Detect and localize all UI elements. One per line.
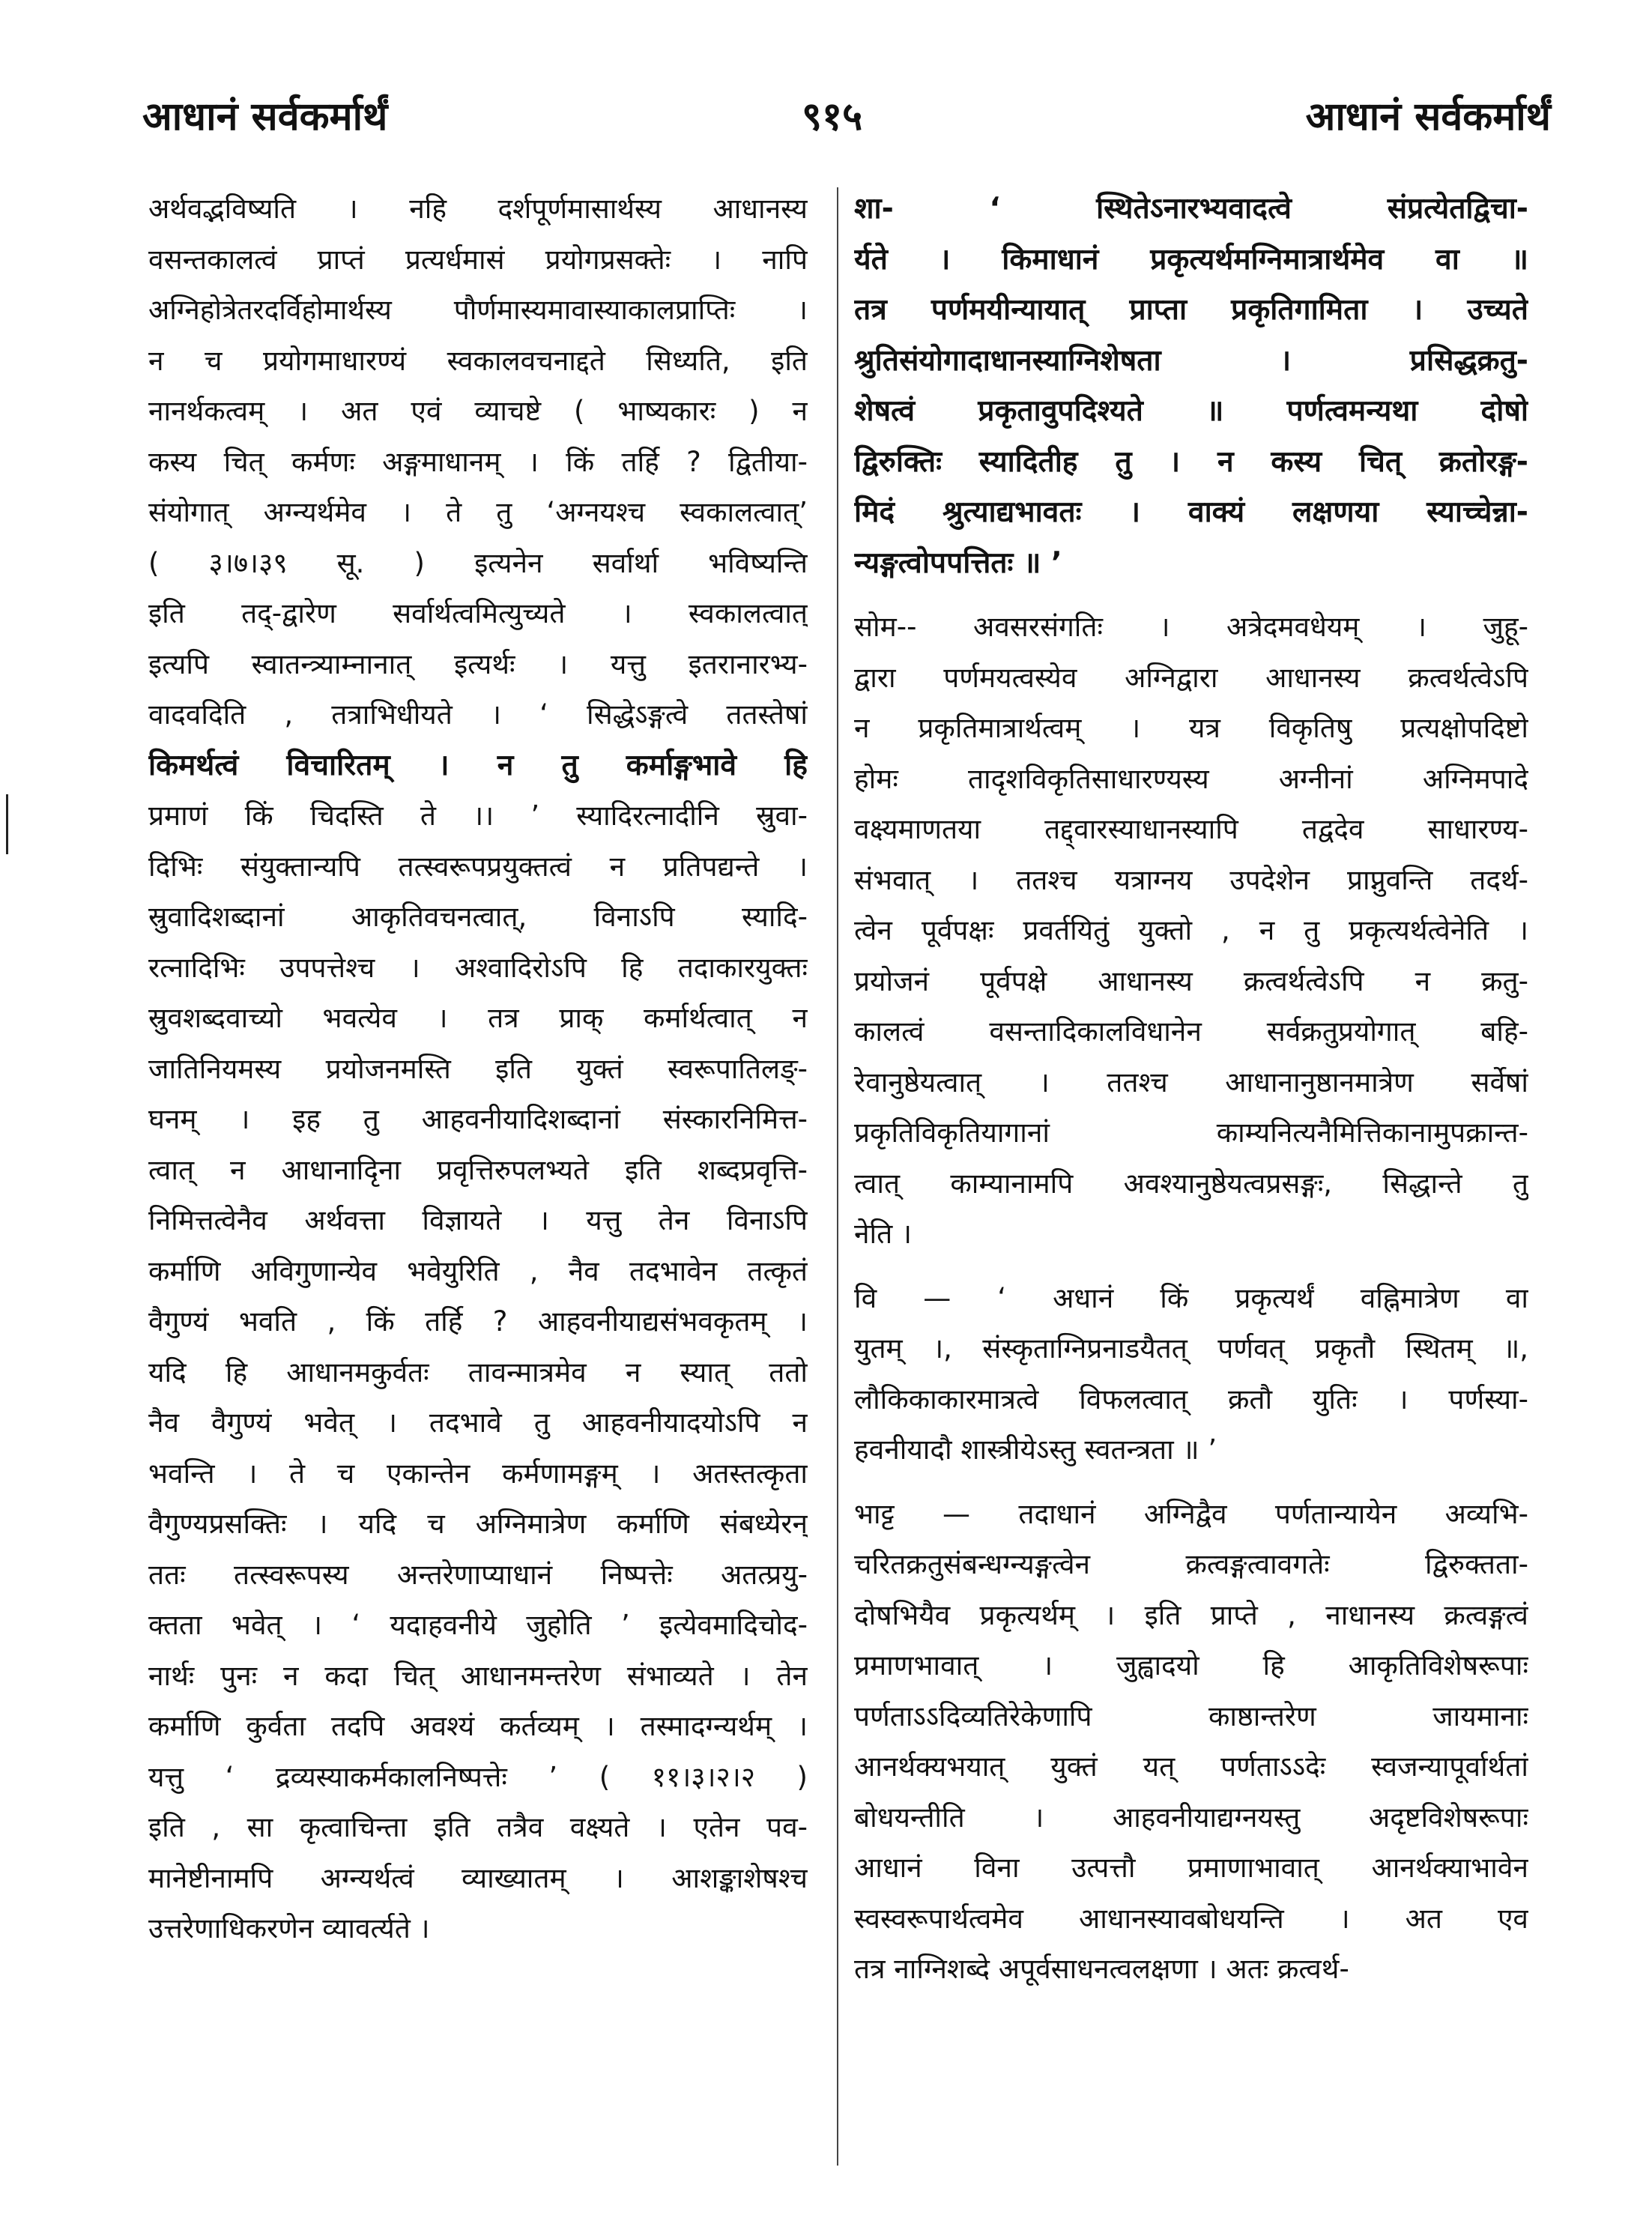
text-line: प्रमाणभावात् । जुह्वादयो हि आकृतिविशेषरूपाः <box>854 1649 1528 1681</box>
text-line: बोधयन्तीति । आहवनीयाद्यग्नयस्तु अदृष्टविशेषरूपाः <box>854 1801 1528 1834</box>
text-line: नार्थः पुनः न कदा चित् आधानमन्तरेण संभाव्यते । तेन <box>148 1659 808 1692</box>
text-line: संयोगात् अग्न्यर्थमेव । ते तु ‘अग्नयश्च स्वकालत्वात्’ <box>148 496 808 528</box>
text-line: कर्माणि कुर्वता तदपि अवश्यं कर्तव्यम् । तस्मादग्न्यर्थम् । <box>148 1710 808 1742</box>
text-line: शा- ‘ स्थितेऽनारभ्यवादत्वे संप्रत्येतद्विचा- <box>854 192 1528 226</box>
text-line: लौकिकाकारमात्रत्वे विफलत्वात् क्रतौ युतिः । पर्णस्या- <box>854 1383 1528 1415</box>
text-line: रत्नादिभिः उपपत्तेश्च । अश्वादिरोऽपि हि तदाकारयुक्तः <box>148 951 808 984</box>
text-line: स्वस्वरूपार्थत्वमेव आधानस्यावबोधयन्ति । अत एव <box>854 1902 1528 1935</box>
text-line: वि — ‘ अधानं किं प्रकृत्यर्थं वह्निमात्रेण वा <box>854 1281 1528 1314</box>
text-line: त्वात् काम्यानामपि अवश्यानुष्ठेयत्वप्रसङ्गः, सिद्धान्ते तु <box>854 1167 1528 1200</box>
text-line: उत्तरेणाधिकरणेन व्यावर्त्यते । <box>148 1912 430 1945</box>
text-line: अर्थवद्भविष्यति । नहि दर्शपूर्णमासार्थस्य आधानस्य <box>148 193 808 225</box>
text-line: वैगुण्यप्रसक्तिः । यदि च अग्निमात्रेण कर्माणि संबध्येरन् <box>148 1508 808 1540</box>
text-line: प्रकृतिविकृतियागानां काम्यनित्यनैमित्तिकानामुपक्रान्त- <box>854 1116 1528 1149</box>
text-line: इत्यपि स्वातन्त्र्याम्नानात् इत्यर्थः । यत्तु इतरानारभ्य- <box>148 647 808 680</box>
text-line: संभवात् । ततश्च यत्राग्नय उपदेशेन प्राप्नुवन्ति तदर्थ- <box>854 863 1528 896</box>
text-line: न च प्रयोगमाधारण्यं स्वकालवचनाद्दते सिध्यति, इति <box>148 344 808 377</box>
text-line: भाट्ट — तदाधानं अग्निद्वैव पर्णतान्यायेन अव्यभि- <box>854 1497 1528 1530</box>
text-line: श्रुतिसंयोगादाधानस्याग्निशेषता । प्रसिद्धक्रतु- <box>854 343 1528 378</box>
text-line: यदि हि आधानमकुर्वतः तावन्मात्रमेव न स्यात् ततो <box>148 1356 808 1389</box>
running-title-right: आधानं सर्वकर्मार्थं <box>1305 94 1551 139</box>
text-line: प्रयोजनं पूर्वपक्षे आधानस्य क्रत्वर्थत्वेऽपि न क्रतु- <box>854 964 1528 997</box>
right-column <box>854 184 1528 1995</box>
text-line: यत्तु ‘ द्रव्यस्याकर्मकालनिष्पत्तेः ’ ( ११।३।२।२ ) <box>148 1760 808 1793</box>
text-line: पर्णताऽऽदिव्यतिरेकेणापि काष्ठान्तरेण जायमानाः <box>854 1699 1528 1732</box>
text-line: निमित्तत्वेनैव अर्थवत्ता विज्ञायते । यत्तु तेन विनाऽपि <box>148 1204 808 1236</box>
text-line: त्वेन पूर्वपक्षः प्रवर्तयितुं युक्तो , न तु प्रकृत्यर्थत्वेनेति । <box>854 914 1528 946</box>
text-line: इति तद्-द्वारेण सर्वार्थत्वमित्युच्यते । स्वकालत्वात् <box>148 597 808 629</box>
text-line: कर्माणि अविगुणान्येव भवेयुरिति , नैव तदभावेन तत्कृतं <box>148 1254 808 1287</box>
left-column <box>148 184 808 1954</box>
text-line: न्यङ्गत्वोपपत्तितः ॥ ’ <box>854 546 1062 580</box>
text-line: नेति । <box>854 1218 912 1250</box>
text-line: नैव वैगुण्यं भवेत् । तदभावे तु आहवनीयादयोऽपि न <box>148 1406 808 1439</box>
text-line: दोषभियैव प्रकृत्यर्थम् । इति प्राप्ते , नाधानस्य क्रत्वङ्गत्वं <box>854 1598 1528 1631</box>
text-line: जातिनियमस्य प्रयोजनमस्ति इति युक्तं स्वरूपातिलङ्- <box>148 1052 808 1085</box>
text-line: किमर्थत्वं विचारितम् । न तु कर्माङ्गभावे हि <box>148 748 808 782</box>
text-line: इति , सा कृत्वाचिन्ता इति तत्रैव वक्ष्यते । एतेन पव- <box>148 1811 808 1843</box>
text-line: अग्निहोत्रेतरदर्विहोमार्थस्य पौर्णमास्यमावास्याकालप्राप्तिः । <box>148 294 808 326</box>
text-line: वसन्तकालत्वं प्राप्तं प्रत्यर्धमासं प्रयोगप्रसक्तेः । नापि <box>148 243 808 276</box>
column-divider <box>837 187 838 2166</box>
text-line: युतम् ।, संस्कृताग्निप्रनाडयैतत् पर्णवत् प्रकृतौ स्थितम् ॥, <box>854 1332 1528 1365</box>
text-line: प्रमाणं किं चिदस्ति ते ।। ’ स्यादिरत्नादीनि स्रुवा- <box>148 800 808 832</box>
text-line: स्रुवशब्दवाच्यो भवत्येव । तत्र प्राक् कर्मार्थत्वात् न <box>148 1002 808 1034</box>
text-line: द्विरुक्तिः स्यादितीह तु । न कस्य चित् क्रतोरङ्ग- <box>854 444 1528 479</box>
text-line: स्रुवादिशब्दानां आकृतिवचनत्वात्, विनाऽपि स्यादि- <box>148 901 808 933</box>
running-title-left: आधानं सर्वकर्मार्थं <box>142 94 388 139</box>
text-line: चरितक्रतुसंबन्धग्न्यङ्गत्वेन क्रत्वङ्गत्वावगतेः द्विरुक्तता- <box>854 1548 1528 1580</box>
text-line: कस्य चित् कर्मणः अङ्गमाधानम् । किं तर्हि ? द्वितीया- <box>148 445 808 478</box>
text-line: ततः तत्स्वरूपस्य अन्तरेणाप्याधानं निष्पत्तेः अतत्प्रयु- <box>148 1558 808 1591</box>
page-number: ९१५ <box>802 94 863 139</box>
text-line: र्यते । किमाधानं प्रकृत्यर्थमग्निमात्रार्थमेव वा ॥ <box>854 242 1528 277</box>
text-line: होमः तादृशविकृतिसाधारण्यस्य अग्नीनां अग्निमपादे <box>854 762 1528 795</box>
text-line: तत्र नाग्निशब्दे अपूर्वसाधनत्वलक्षणा । अतः क्रत्वर्थ- <box>854 1953 1349 1985</box>
text-line: शेषत्वं प्रकृतावुपदिश्यते ॥ पर्णत्वमन्यथा दोषो <box>854 394 1528 428</box>
text-line: भवन्ति । ते च एकान्तेन कर्मणामङ्गम् । अतस्तत्कृता <box>148 1457 808 1490</box>
text-line: वैगुण्यं भवति , किं तर्हि ? आहवनीयाद्यसंभवकृतम् । <box>148 1305 808 1338</box>
text-line: वादवदिति , तत्राभिधीयते । ‘ सिद्धेऽङ्गत्वे ततस्तेषां <box>148 698 808 731</box>
text-line: आधानं विना उत्पत्तौ प्रमाणाभावात् आनर्थक्याभावेन <box>854 1852 1528 1884</box>
text-line: मानेष्टीनामपि अग्न्यर्थत्वं व्याख्यातम् । आशङ्काशेषश्च <box>148 1861 808 1894</box>
text-line: क्तता भवेत् । ‘ यदाहवनीये जुहोति ’ इत्येवमादिचोद- <box>148 1609 808 1641</box>
text-line: न प्रकृतिमात्रार्थत्वम् । यत्र विकृतिषु प्रत्यक्षोपदिष्टो <box>854 712 1528 744</box>
text-line: सोम-- अवसरसंगतिः । अत्रेदमवधेयम् । जुहू- <box>854 611 1528 643</box>
text-line: रेवानुष्ठेयत्वात् । ततश्च आधानानुष्ठानमात्रेण सर्वेषां <box>854 1066 1528 1099</box>
text-line: तत्र पर्णमयीन्यायात् प्राप्ता प्रकृतिगामिता । उच्यते <box>854 293 1528 327</box>
text-line: घनम् । इह तु आहवनीयादिशब्दानां संस्कारनिमित्त- <box>148 1103 808 1135</box>
text-line: आनर्थक्यभयात् युक्तं यत् पर्णताऽऽदेः स्वजन्यापूर्वार्थतां <box>854 1750 1528 1783</box>
text-line: हवनीयादौ शास्त्रीयेऽस्तु स्वतन्त्रता ॥ ’ <box>854 1433 1217 1466</box>
text-line: कालत्वं वसन्तादिकालविधानेन सर्वक्रतुप्रयोगात् बहि- <box>854 1015 1528 1048</box>
margin-mark <box>6 794 8 854</box>
text-line: नानर्थकत्वम् । अत एवं व्याचष्टे ( भाष्यकारः ) न <box>148 395 808 427</box>
text-line: मिदं श्रुत्याद्यभावतः । वाक्यं लक्षणया स्याच्चेन्ना- <box>854 495 1528 529</box>
text-line: त्वात् न आधानादृिना प्रवृत्तिरुपलभ्यते इति शब्दप्रवृत्ति- <box>148 1153 808 1186</box>
running-header <box>142 88 1551 148</box>
text-line: ( ३।७।३९ सू. ) इत्यनेन सर्वार्था भविष्यन्ति <box>148 546 808 579</box>
text-line: वक्ष्यमाणतया तद्द्वारस्याधानस्यापि तद्वदेव साधारण्य- <box>854 813 1528 845</box>
text-line: द्वारा पर्णमयत्वस्येव अग्निद्वारा आधानस्य क्रत्वर्थत्वेऽपि <box>854 661 1528 694</box>
text-line: दिभिः संयुक्तान्यपि तत्स्वरूपप्रयुक्तत्वं न प्रतिपद्यन्ते । <box>148 850 808 883</box>
